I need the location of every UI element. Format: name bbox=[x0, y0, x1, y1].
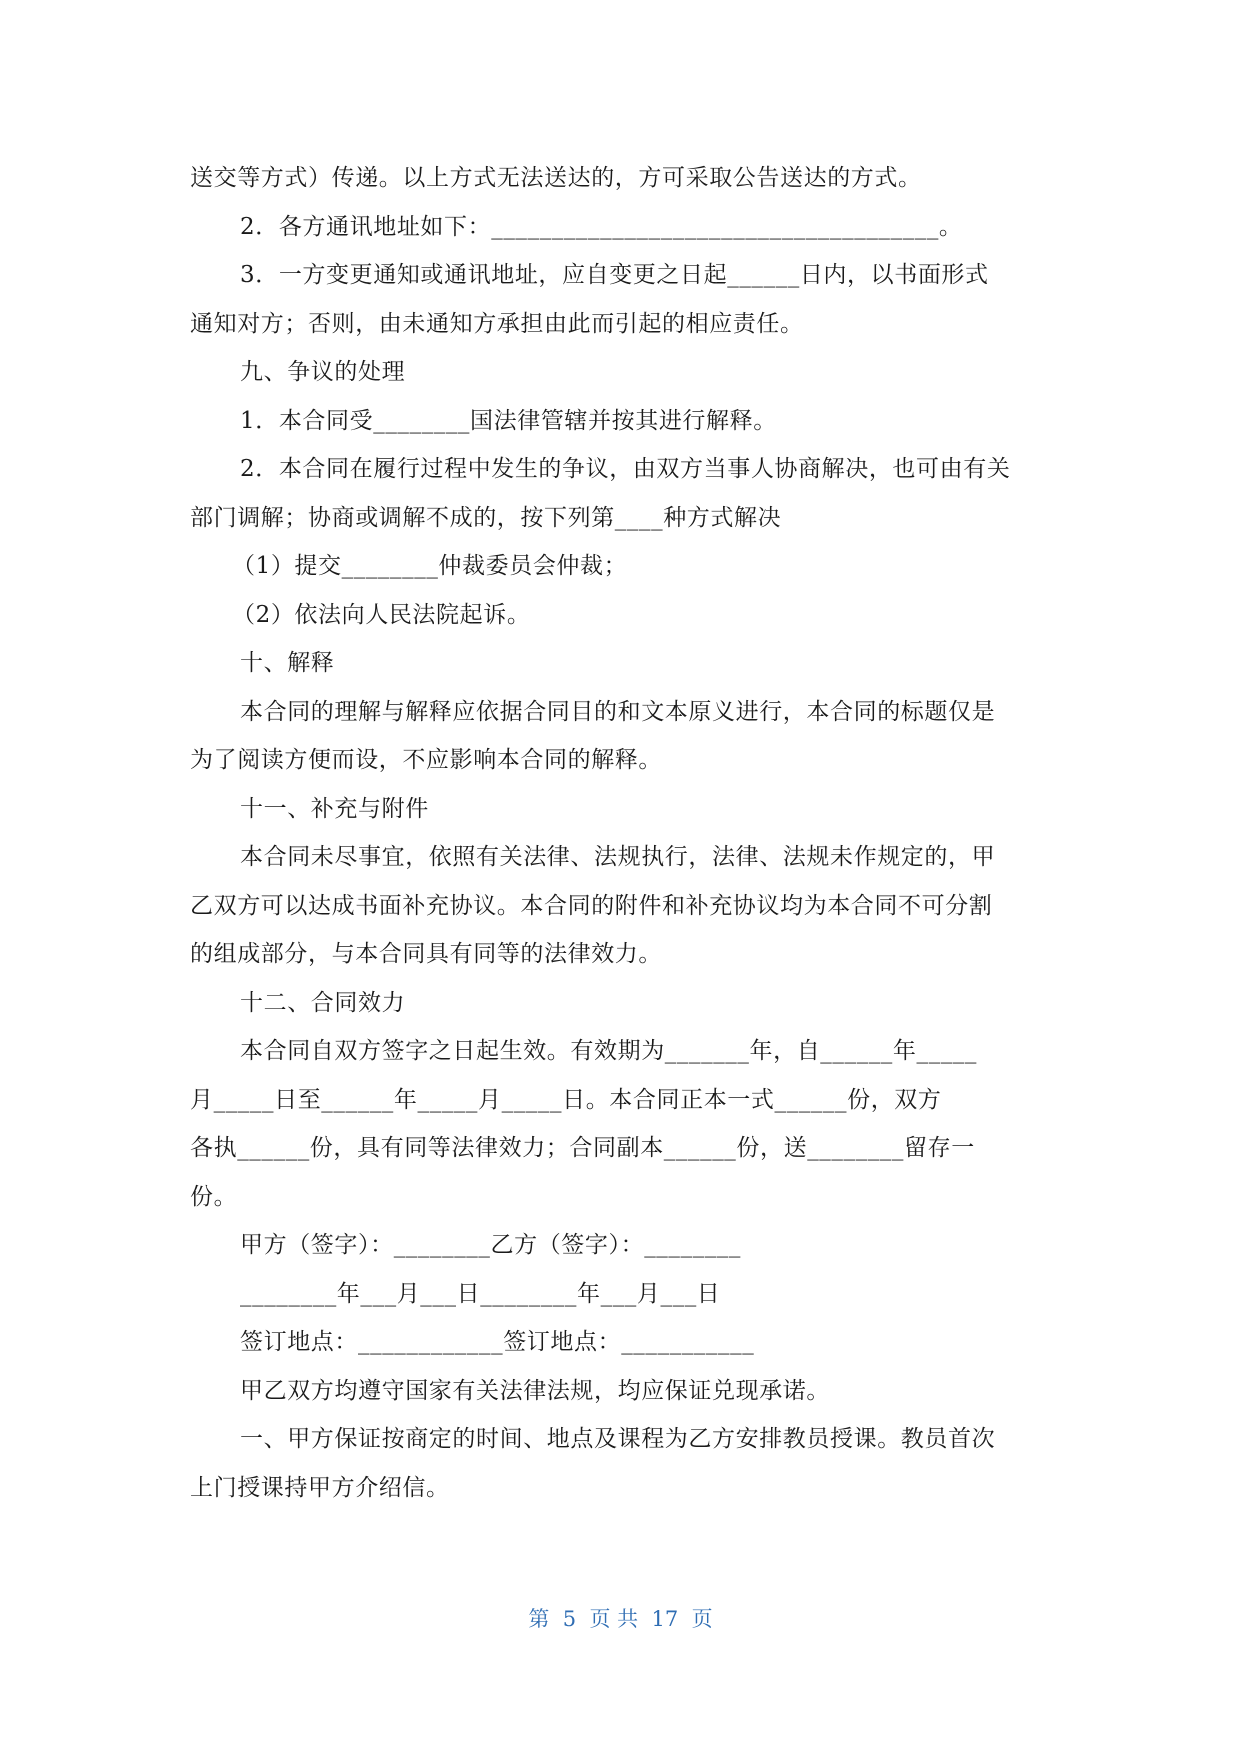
signing-place-line: 签订地点：____________签订地点：___________ bbox=[240, 1329, 755, 1355]
section-heading: 九、争议的处理 bbox=[240, 359, 406, 385]
paragraph-line: 本合同自双方签字之日起生效。有效期为_______年，自______年_____ bbox=[240, 1038, 977, 1064]
paragraph-line: 通知对方；否则，由未通知方承担由此而引起的相应责任。 bbox=[190, 310, 804, 337]
paragraph-line: 各执______份，具有同等法律效力；合同副本______份，送________留存一 bbox=[190, 1135, 975, 1161]
section-heading: 十、解释 bbox=[240, 650, 335, 676]
paragraph-line: 一、甲方保证按商定的时间、地点及课程为乙方安排教员授课。教员首次 bbox=[240, 1426, 996, 1452]
paragraph-line: 2．各方通讯地址如下：_____________________________________。 bbox=[240, 213, 963, 240]
paragraph-line: 3．一方变更通知或通讯地址，应自变更之日起______日内，以书面形式 bbox=[240, 262, 989, 288]
paragraph-line: 1．本合同受________国法律管辖并按其进行解释。 bbox=[240, 407, 777, 434]
paragraph-line: 本合同的理解与解释应依据合同目的和文本原义进行，本合同的标题仅是 bbox=[240, 698, 996, 725]
document-body bbox=[190, 154, 1052, 1512]
paragraph-line: 送交等方式）传递。以上方式无法送达的，方可采取公告送达的方式。 bbox=[190, 165, 922, 191]
paragraph-line: 的组成部分，与本合同具有同等的法律效力。 bbox=[190, 941, 662, 967]
paragraph-line: （1）提交________仲裁委员会仲裁； bbox=[232, 553, 628, 579]
page-number: 第 5 页 共 17 页 bbox=[528, 1607, 713, 1631]
paragraph-line: （2）依法向人民法院起诉。 bbox=[232, 601, 531, 628]
paragraph-line: 2．本合同在履行过程中发生的争议，由双方当事人协商解决，也可由有关 bbox=[240, 456, 1011, 482]
paragraph-line: 月_____日至______年_____月_____日。本合同正本一式______份，双方 bbox=[190, 1086, 942, 1113]
paragraph-line: 上门授课持甲方介绍信。 bbox=[190, 1474, 450, 1501]
paragraph-line: 份。 bbox=[190, 1183, 238, 1210]
paragraph-line: 部门调解；协商或调解不成的，按下列第____种方式解决 bbox=[190, 504, 782, 531]
paragraph-line: 乙双方可以达成书面补充协议。本合同的附件和补充协议均为本合同不可分割 bbox=[190, 892, 993, 919]
date-line: ________年___月___日________年___月___日 bbox=[240, 1280, 721, 1307]
section-heading: 十一、补充与附件 bbox=[240, 795, 429, 822]
paragraph-line: 甲乙双方均遵守国家有关法律法规，均应保证兑现承诺。 bbox=[240, 1377, 830, 1404]
signature-line: 甲方（签字）：________乙方（签字）：________ bbox=[240, 1232, 741, 1258]
paragraph-line: 为了阅读方便而设，不应影响本合同的解释。 bbox=[190, 747, 662, 773]
paragraph-line: 本合同未尽事宜，依照有关法律、法规执行，法律、法规未作规定的，甲 bbox=[240, 844, 996, 870]
section-heading: 十二、合同效力 bbox=[240, 989, 406, 1016]
